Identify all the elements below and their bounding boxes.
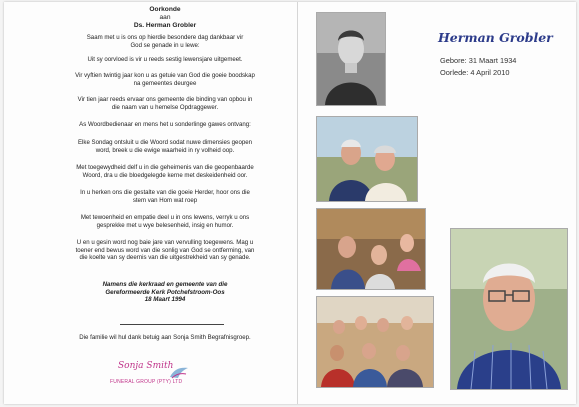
paragraph-line: die koelte van sy deernis van die uitgestrekheid van sy genade. [79,254,251,262]
dove-icon [168,365,190,381]
logo-script: Sonja Smith [118,361,174,371]
couple-image [317,117,417,201]
tribute-heading [36,6,294,30]
heading-recipient: Ds. Herman Grobler [133,22,197,29]
paragraph-line: Met toegewydheid delf u in die geheimenis van die geopenbaarde [76,164,254,171]
paragraph-line: word, breek u die ewige waarheid in ry volheid oop. [95,146,235,154]
heading-title: Oorkonde [149,6,181,13]
paragraph-line: Elke Sondag ontsluit u die Woord sodat nuwe dimensies geopen [77,139,252,146]
paragraph-line: Saam met u is ons op hierdie besondere dag dankbaar vir [86,34,244,41]
signature-line: 18 Maart 1994 [144,296,186,304]
church-signature [36,281,294,304]
paragraph-line: Vir vyftien twintig jaar kon u as getuie van God die goeie boodskap [75,72,255,79]
paragraph [36,164,294,179]
paragraph [36,189,294,204]
paragraph-line: stem van Hom wat roep [132,196,198,204]
logo-caption: FUNERAL GROUP (PTY) LTD [110,379,183,385]
heading-to: aan [159,14,171,21]
portrait-elderly-image [451,229,567,389]
paragraph-line: toener end bewus word van die sonlig van God se ontferming, van [75,246,255,254]
paragraph-line: In u herken ons die gestalte van die goeie Herder, hoor ons die [80,189,250,196]
tribute-page [36,6,294,385]
death-date: Oorlede: 4 April 2010 [440,68,510,77]
paragraph-line: die naam van u hemelse Opdraggewer. [111,103,219,111]
birth-date: Gebore: 31 Maart 1934 [440,56,517,65]
divider [120,324,224,325]
funeral-group-logo [106,359,196,389]
paragraph-line: Uit sy oorvloed is vir u reeds sestig lewensjare uitgemeet. [87,56,243,63]
portrait-elderly-photo [450,228,568,390]
signature-line: Namens die kerkraad en gemeente van die [102,281,228,288]
paragraph-line: Met tewoenheid en empatie deel u in ons lewens, verryk u ons [80,214,250,221]
paragraph-line: na gemeentes deurgee [133,79,197,87]
paragraph-line: God se genade in u lewe: [130,41,200,49]
paragraph [36,139,294,154]
paragraph-line: U en u gesin word nog baie jare van vervulling toegewens. Mag u [76,239,254,246]
paragraph [36,214,294,229]
portrait-young-image [317,13,385,105]
paragraph [36,34,294,49]
paragraph [36,96,294,111]
paragraph [36,72,294,87]
signature-line: Gereformeerde Kerk Potchefstroom-Oos [105,288,225,296]
paragraph-line: gesprekke met u wye belesenheid, insig en humor. [96,221,234,229]
family-image [317,209,425,289]
paragraph-line: As Woordbedienaar en mens het u sonderlinge gawes ontvang: [79,121,251,128]
family-photo [316,208,426,290]
deceased-name: Herman Grobler [438,30,553,45]
paragraph [36,121,294,129]
group-image [317,297,433,387]
paragraph [36,239,294,262]
paragraph-line: Woord, dra u die bloedgelegde kerne met deskeidenheid oor. [82,171,248,179]
thanks-note: Die familie wil hul dank betuig aan Sonja Smith Begrafnisgroep. [79,334,251,341]
portrait-young-photo [316,12,386,106]
paragraph-line: Vir tien jaar reeds ervaar ons gemeente die binding van opbou in [77,96,253,103]
paragraph [36,56,294,64]
page-fold [297,2,298,404]
group-photo [316,296,434,388]
couple-photo [316,116,418,202]
